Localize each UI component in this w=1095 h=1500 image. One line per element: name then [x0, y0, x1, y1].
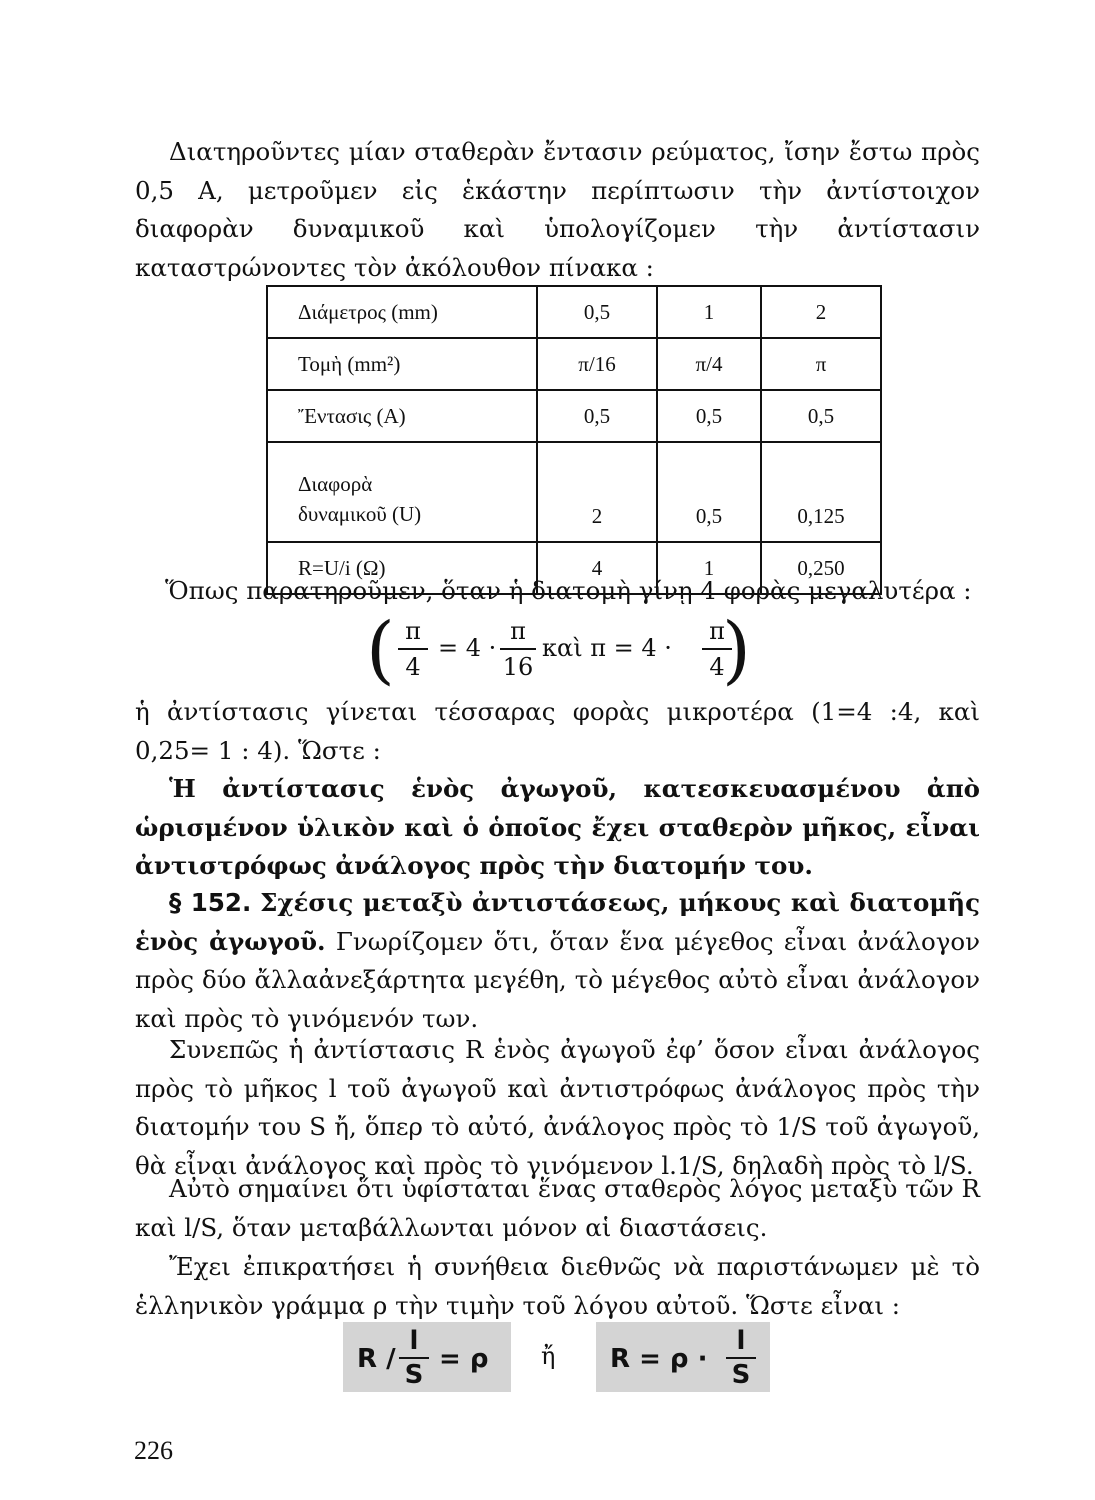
table-cell: 1: [657, 542, 761, 594]
table-cell: 2: [537, 442, 657, 542]
formula-text: R /: [357, 1344, 396, 1374]
fraction: π 4: [398, 616, 428, 682]
table-cell: 0,5: [537, 286, 657, 338]
formula-fraction: l S: [399, 1326, 429, 1390]
formula-box-right: [596, 1322, 770, 1392]
formula-fraction: l S: [726, 1326, 756, 1390]
row-label-line: Διαφορὰ: [298, 472, 373, 496]
table-cell: 1: [657, 286, 761, 338]
row-label: Ἔντασις (A): [267, 390, 537, 442]
table-cell: 0,5: [537, 390, 657, 442]
intro-paragraph: Διατηροῦντες μίαν σταθερὰν ἔντασιν ρεύματος, ἴσην ἔστω πρὸς 0,5 Α, μετροῦμεν εἰς ἑκάστην περίπτωσιν τὴν ἀντίστοιχον διαφορὰν δυναμικοῦ καὶ ὑπολογίζομεν τὴν ἀντίστασιν καταστρώνοντες τὸν ἀκόλουθον πίνακα :: [135, 137, 980, 282]
table-row: [267, 390, 881, 442]
equation-text: καὶ π = 4 ·: [542, 634, 672, 662]
table-cell: π/4: [657, 338, 761, 390]
row-label: Τομὴ (mm²): [267, 338, 537, 390]
section-title: Σχέσις μεταξὺ ἀντιστάσεως, μήκους καὶ διατομῆς ἑνὸς ἀγωγοῦ.: [135, 888, 980, 956]
table-row: [267, 442, 881, 542]
observation-paragraph: Ὅπως παρατηροῦμεν, ὅταν ἡ διατομὴ γίνῃ 4 φορὰς μεγαλυτέρα :: [165, 576, 972, 605]
fraction: π 16: [500, 616, 536, 682]
section-152: [135, 884, 980, 1038]
section-number: § 152.: [169, 888, 252, 917]
table-cell: 0,5: [657, 442, 761, 542]
ratio-equation: [366, 607, 751, 693]
row-label: R=U/i (Ω): [267, 542, 537, 594]
table-cell: 0,125: [761, 442, 881, 542]
table-cell: 2: [761, 286, 881, 338]
table-cell: 0,250: [761, 542, 881, 594]
formula-text: = ρ: [439, 1344, 489, 1374]
table-cell: 0,5: [657, 390, 761, 442]
table-row: [267, 338, 881, 390]
convention-paragraph: Ἔχει ἐπικρατήσει ἡ συνήθεια διεθνῶς νὰ παριστάνωμεν μὲ τὸ ἑλληνικὸν γράμμα ρ τὴν τιμὴν τοῦ λόγου αὐτοῦ. Ὥστε εἶναι :: [135, 1252, 980, 1320]
equation-text: = 4 ·: [438, 634, 497, 662]
table-cell: 4: [537, 542, 657, 594]
rule-statement: Ἡ ἀντίστασις ἑνὸς ἀγωγοῦ, κατεσκευασμένου ἀπὸ ὡρισμένον ὑλικὸν καὶ ὁ ὁποῖος ἔχει σταθερὸν μῆκος, εἶναι ἀντιστρόφως ἀνάλογος πρὸς τὴν διατομήν του.: [135, 774, 980, 880]
result-paragraph: ἡ ἀντίστασις γίνεται τέσσαρας φορὰς μικροτέρα (1=4 :4, καὶ 0,25= 1 : 4). Ὥστε :: [135, 697, 980, 765]
or-word: ἤ: [541, 1342, 556, 1370]
fraction: π 4: [702, 616, 732, 682]
table-cell: π/16: [537, 338, 657, 390]
section-body: Γνωρίζομεν ὅτι, ὅταν ἕνα μέγεθος εἶναι ἀνάλογον πρὸς δύο ἄλλαἀνεξάρτητα μεγέθη, τὸ μέγεθος αὐτὸ εἶναι ἀνάλογον καὶ πρὸς τὸ γινόμενόν των.: [135, 926, 980, 1033]
table-cell: π: [761, 338, 881, 390]
row-label: [267, 442, 537, 542]
table-cell: 0,5: [761, 390, 881, 442]
formula-text: R = ρ ·: [610, 1344, 708, 1374]
consequently-paragraph: Συνεπῶς ἡ ἀντίστασις R ἑνὸς ἀγωγοῦ ἐφ’ ὅσον εἶναι ἀνάλογος πρὸς τὸ μῆκος l τοῦ ἀγωγοῦ καὶ ἀντιστρόφως ἀνάλογος πρὸς τὴν διατομήν του S ἤ, ὅπερ τὸ αὐτό, ἀνάλογος πρὸς τὸ 1/S τοῦ ἀγωγοῦ, θὰ εἶναι ἀνάλογος καὶ πρὸς τὸ γινόμενον l.1/S, δηλαδὴ πρὸς τὸ l/S.: [135, 1035, 980, 1180]
measurement-table: [266, 285, 882, 595]
page-number: 226: [134, 1436, 173, 1465]
ratio-paragraph: Αὐτὸ σημαίνει ὅτι ὑφίσταται ἕνας σταθερὸς λόγος μεταξὺ τῶν R καὶ l/S, ὅταν μεταβάλλωνται μόνον αἱ διαστάσεις.: [135, 1174, 980, 1242]
row-label: Διάμετρος (mm): [267, 286, 537, 338]
table-row: [267, 286, 881, 338]
close-paren: ): [722, 607, 751, 693]
open-paren: (: [366, 607, 395, 693]
row-label-line: δυναμικοῦ (U): [298, 502, 422, 526]
formula-box-left: [343, 1322, 511, 1392]
